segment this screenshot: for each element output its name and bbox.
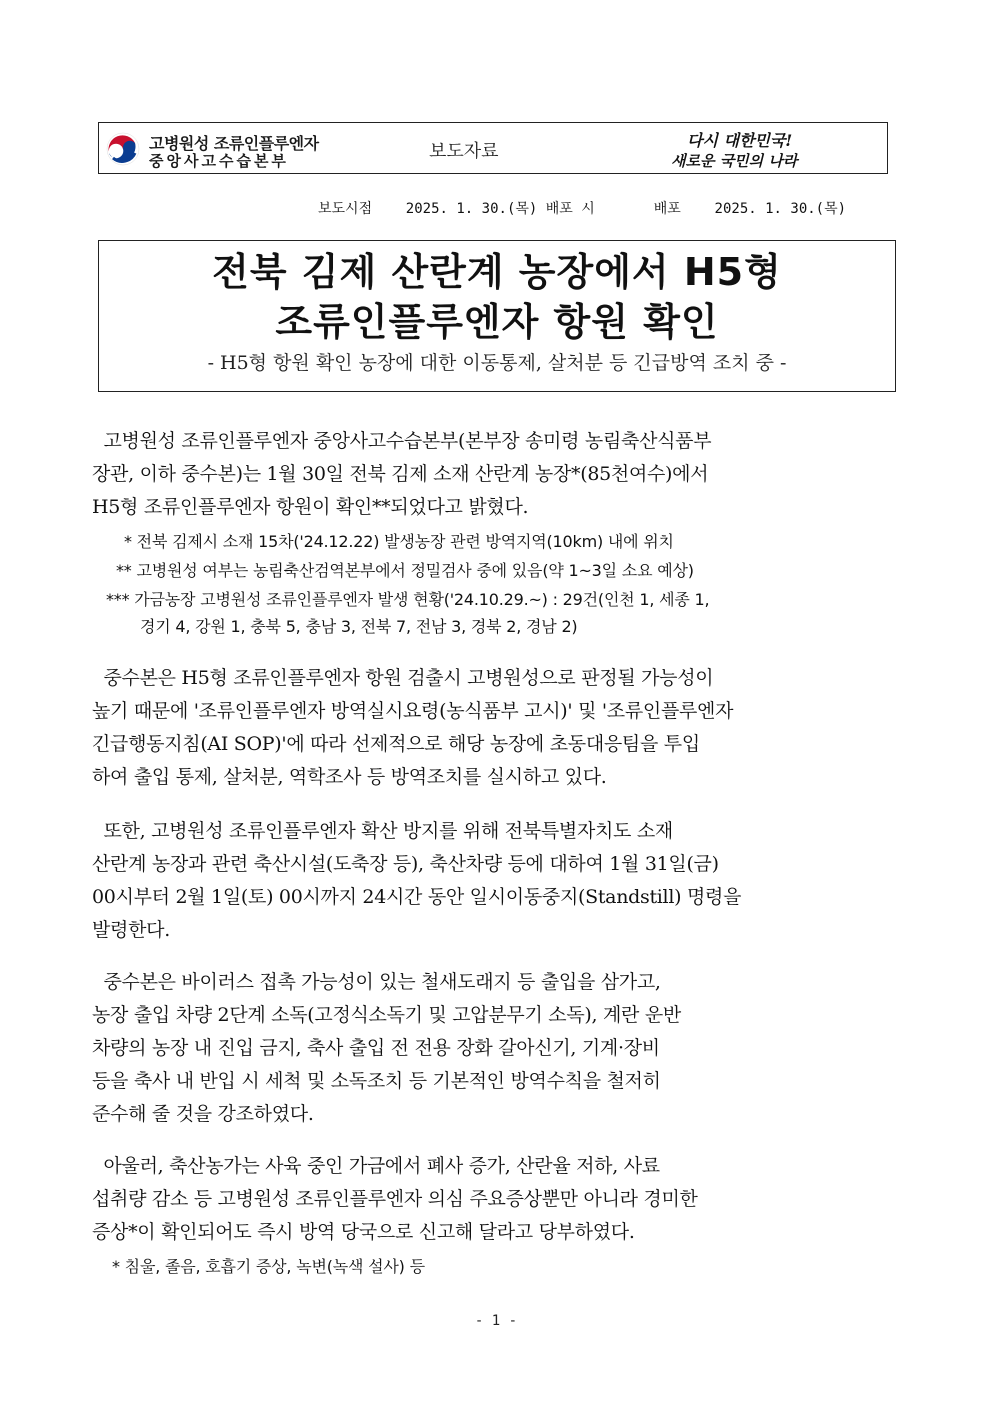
paragraph-line: 아울러, 축산농가는 사육 중인 가금에서 폐사 증가, 산란율 저하, 사료 xyxy=(92,1155,660,1177)
paragraph-line: 증상*이 확인되어도 즉시 방역 당국으로 신고해 달라고 당부하였다. xyxy=(92,1221,635,1243)
paragraph-line: 또한, 고병원성 조류인플루엔자 확산 방지를 위해 전북특별자치도 소재 xyxy=(92,820,673,842)
paragraph-line: 산란계 농장과 관련 축산시설(도축장 등), 축산차량 등에 대하여 1월 31일(금) xyxy=(92,853,719,875)
slogan-line2: 새로운 국민의 나라 xyxy=(671,152,798,170)
org-name-line1: 고병원성 조류인플루엔자 xyxy=(149,134,319,153)
paragraph-3 xyxy=(92,815,898,947)
headline-line2: 조류인플루엔자 항원 확인 xyxy=(275,300,719,344)
paragraph-line: 긴급행동지침(AI SOP)'에 따라 선제적으로 해당 농장에 초동대응팀을 투입 xyxy=(92,733,700,755)
slogan-calligraphy-icon xyxy=(667,127,847,171)
slogan-line1: 다시 대한민국! xyxy=(687,131,793,150)
paragraph-line: 중수본은 바이러스 접촉 가능성이 있는 철새도래지 등 출입을 삼가고, xyxy=(92,971,661,993)
paragraph-line: 높기 때문에 '조류인플루엔자 방역실시요령(농식품부 고시)' 및 '조류인플루엔자 xyxy=(92,700,734,722)
paragraph-line: H5형 조류인플루엔자 항원이 확인**되었다고 밝혔다. xyxy=(92,496,529,518)
press-release-label: 보도자료 xyxy=(429,141,499,162)
title-box xyxy=(98,240,896,392)
government-slogan xyxy=(667,127,847,171)
footnote: 경기 4, 강원 1, 충북 5, 충남 3, 전북 7, 전남 3, 경북 2, 경남 2) xyxy=(140,617,578,636)
paragraph-line: 발령한다. xyxy=(92,919,170,941)
page-number: - 1 - xyxy=(474,1313,518,1329)
paragraph-line: 농장 출입 차량 2단계 소독(고정식소독기 및 고압분무기 소독), 계란 운반 xyxy=(92,1004,681,1026)
paragraph-4 xyxy=(92,966,898,1131)
paragraph-line: 중수본은 H5형 조류인플루엔자 항원 검출시 고병원성으로 판정될 가능성이 xyxy=(92,667,714,689)
paragraph-line: 준수해 줄 것을 강조하였다. xyxy=(92,1103,314,1125)
paragraph-line: 섭취량 감소 등 고병원성 조류인플루엔자 의심 주요증상뿐만 아니라 경미한 xyxy=(92,1188,698,1210)
paragraph-line: 차량의 농장 내 진입 금지, 축사 출입 전 전용 장화 갈아신기, 기계·장비 xyxy=(92,1037,660,1059)
footnote: ** 고병원성 여부는 농림축산검역본부에서 정밀검사 중에 있음(약 1~3일 소요 예상) xyxy=(116,561,694,580)
org-name-line2: 중앙사고수습본부 xyxy=(149,152,289,170)
footnote: *** 가금농장 고병원성 조류인플루엔자 발생 현황('24.10.29.~) : 29건(인천 1, 세종 1, xyxy=(106,590,710,609)
footnote: * 침울, 졸음, 호흡기 증상, 녹변(녹색 설사) 등 xyxy=(112,1257,425,1276)
paragraph-5 xyxy=(92,1150,898,1249)
ministry-logo xyxy=(105,129,355,169)
paragraph-line: 00시부터 2월 1일(토) 00시까지 24시간 동안 일시이동중지(Standstill) 명령을 xyxy=(92,886,742,908)
release-time: 보도시점 2025. 1. 30.(목) 배포 시 배포 2025. 1. 30.(목) xyxy=(318,201,847,217)
paragraph-2 xyxy=(92,662,898,794)
footnote: * 전북 김제시 소재 15차('24.12.22) 발생농장 관련 방역지역(10km) 내에 위치 xyxy=(124,532,674,551)
paragraph-line: 고병원성 조류인플루엔자 중앙사고수습본부(본부장 송미령 농림축산식품부 xyxy=(92,430,712,452)
headline-line1: 전북 김제 산란계 농장에서 H5형 xyxy=(212,250,782,294)
press-header xyxy=(98,122,888,174)
paragraph-1 xyxy=(92,425,898,524)
subheadline: - H5형 항원 확인 농장에 대한 이동통제, 살처분 등 긴급방역 조치 중 - xyxy=(207,352,787,374)
paragraph-line: 등을 축사 내 반입 시 세척 및 소독조치 등 기본적인 방역수칙을 철저히 xyxy=(92,1070,661,1092)
taegeuk-emblem-icon xyxy=(105,131,141,167)
paragraph-line: 장관, 이하 중수본)는 1월 30일 전북 김제 소재 산란계 농장*(85천여수)에서 xyxy=(92,463,709,485)
paragraph-line: 하여 출입 통제, 살처분, 역학조사 등 방역조치를 실시하고 있다. xyxy=(92,766,607,788)
